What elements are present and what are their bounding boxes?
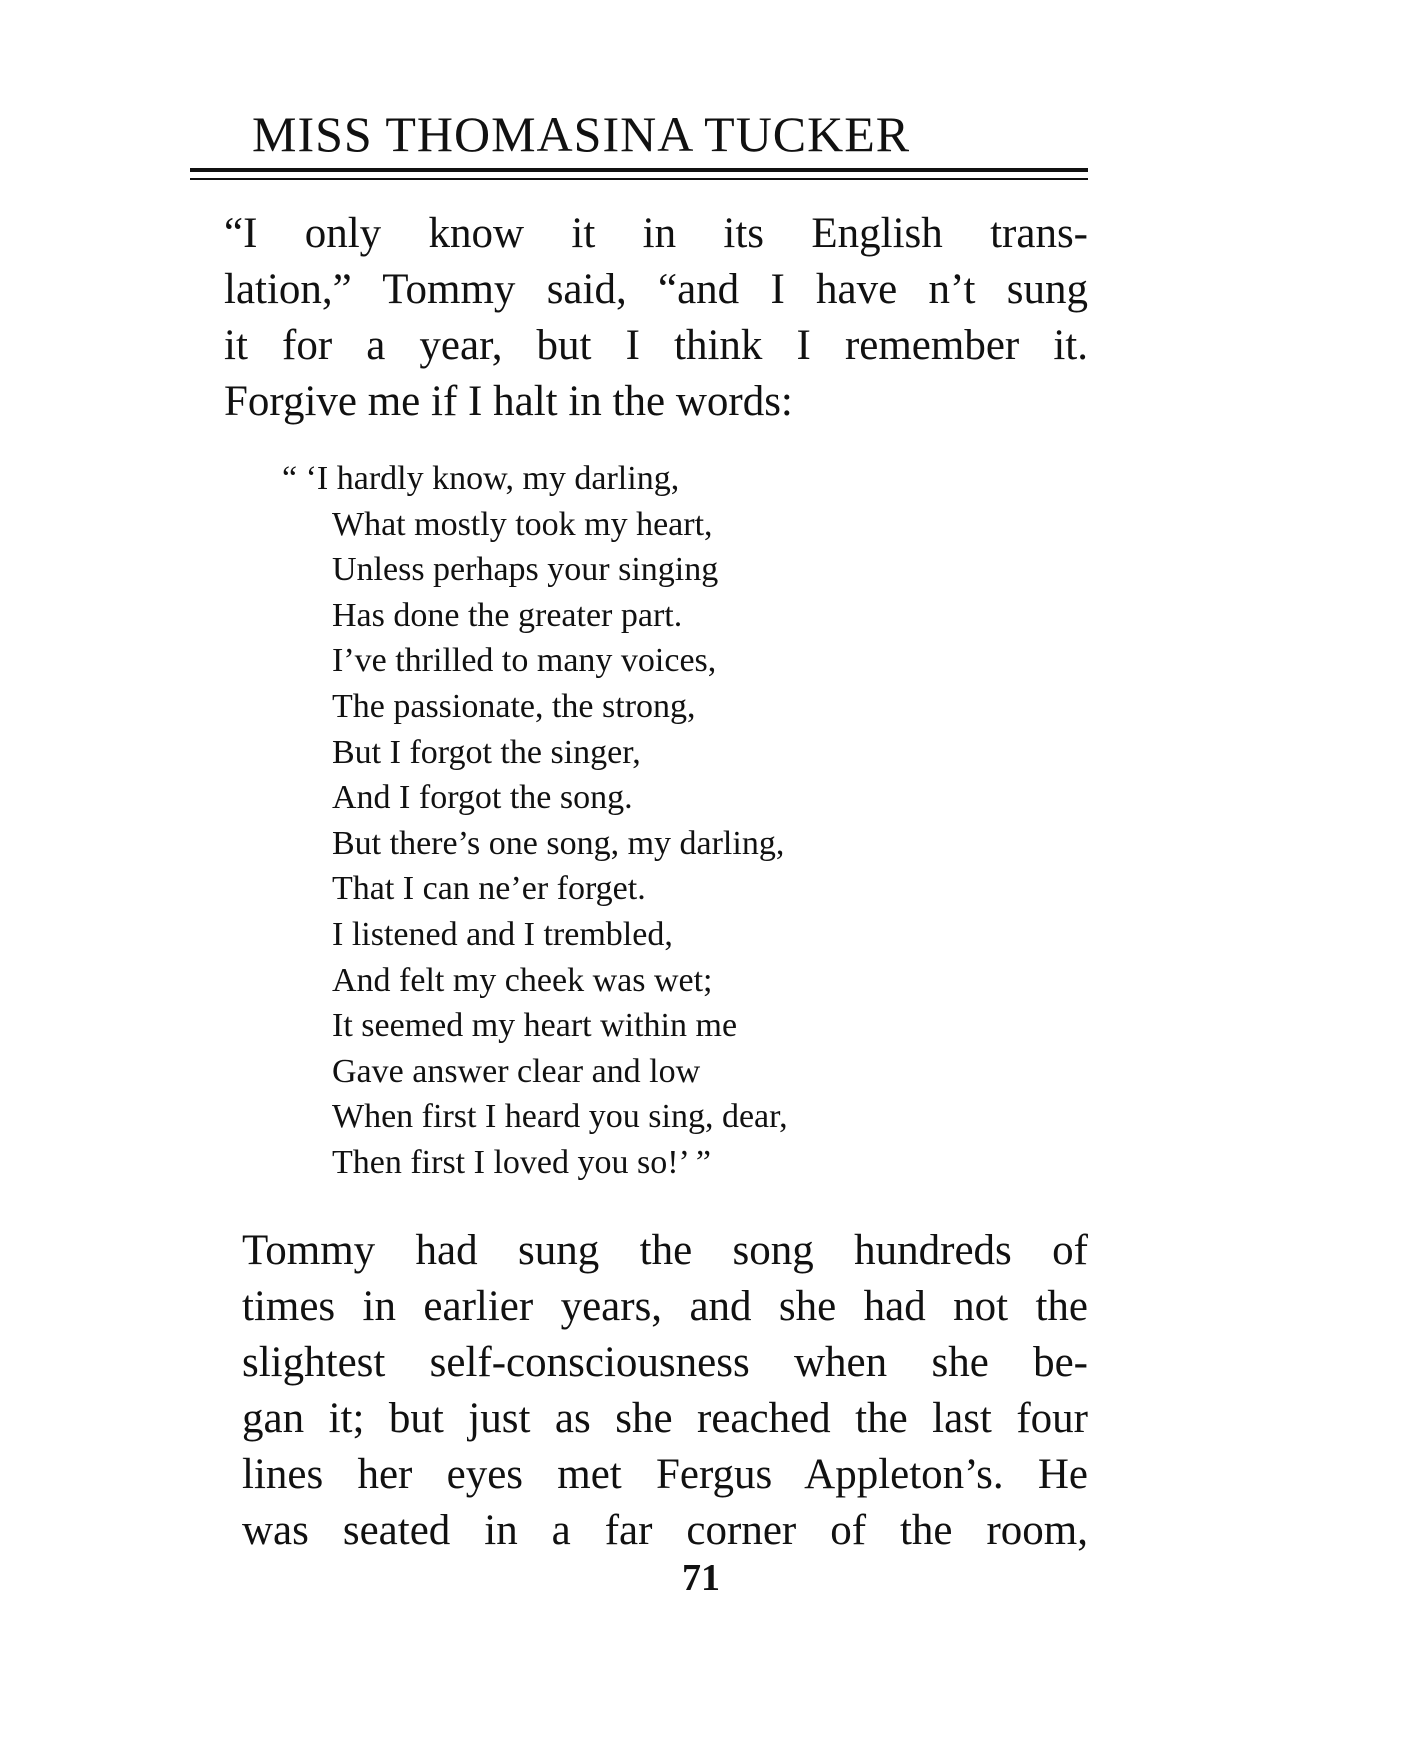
verse-line: Unless perhaps your singing xyxy=(332,551,719,589)
verse-line: That I can ne’er forget. xyxy=(332,870,646,908)
paragraph-1 xyxy=(190,206,1088,430)
running-head: MISS THOMASINA TUCKER xyxy=(252,106,911,162)
verse-line: And I forgot the song. xyxy=(332,779,633,817)
page-number: 71 xyxy=(682,1557,720,1599)
verse-line: Has done the greater part. xyxy=(332,596,683,634)
paragraph-2-line: slightest self-consciousness when she be- xyxy=(242,1339,1088,1386)
paragraph-1-line: “I only know it in its English trans- xyxy=(224,210,1088,257)
verse-line: The passionate, the strong, xyxy=(332,687,696,725)
paragraph-2-line: Tommy had sung the song hundreds of xyxy=(242,1227,1088,1274)
paragraph-1-line: it for a year, but I think I remember it. xyxy=(224,322,1088,369)
verse-line: And felt my cheek was wet; xyxy=(332,961,713,999)
paragraph-1-line: Forgive me if I halt in the words: xyxy=(224,378,793,425)
header-rule-thick xyxy=(190,168,1088,172)
verse-line: Gave answer clear and low xyxy=(332,1052,701,1090)
verse-line: But there’s one song, my darling, xyxy=(332,824,785,862)
verse-line: I listened and I trembled, xyxy=(332,915,673,953)
verse-line: What mostly took my heart, xyxy=(332,505,713,543)
verse-line: “ ‘I hardly know, my darling, xyxy=(282,460,680,497)
verse-line: Then first I loved you so!’ ” xyxy=(332,1143,711,1181)
header-rule-thin xyxy=(190,178,1088,180)
verse-line: It seemed my heart within me xyxy=(332,1007,738,1045)
paragraph-2-line: gan it; but just as she reached the last four xyxy=(242,1395,1088,1442)
paragraph-2-line: times in earlier years, and she had not the xyxy=(242,1283,1088,1330)
verse-line: When first I heard you sing, dear, xyxy=(332,1098,788,1136)
verse-line: I’ve thrilled to many voices, xyxy=(332,642,717,680)
verse-line: But I forgot the singer, xyxy=(332,733,641,771)
paragraph-1-line: lation,” Tommy said, “and I have n’t sung xyxy=(224,266,1088,313)
paragraph-2 xyxy=(190,1223,1088,1559)
paragraph-2-line: was seated in a far corner of the room, xyxy=(242,1507,1088,1554)
song-verse xyxy=(282,456,788,1186)
paragraph-2-line: lines her eyes met Fergus Appleton’s. He xyxy=(242,1451,1088,1498)
